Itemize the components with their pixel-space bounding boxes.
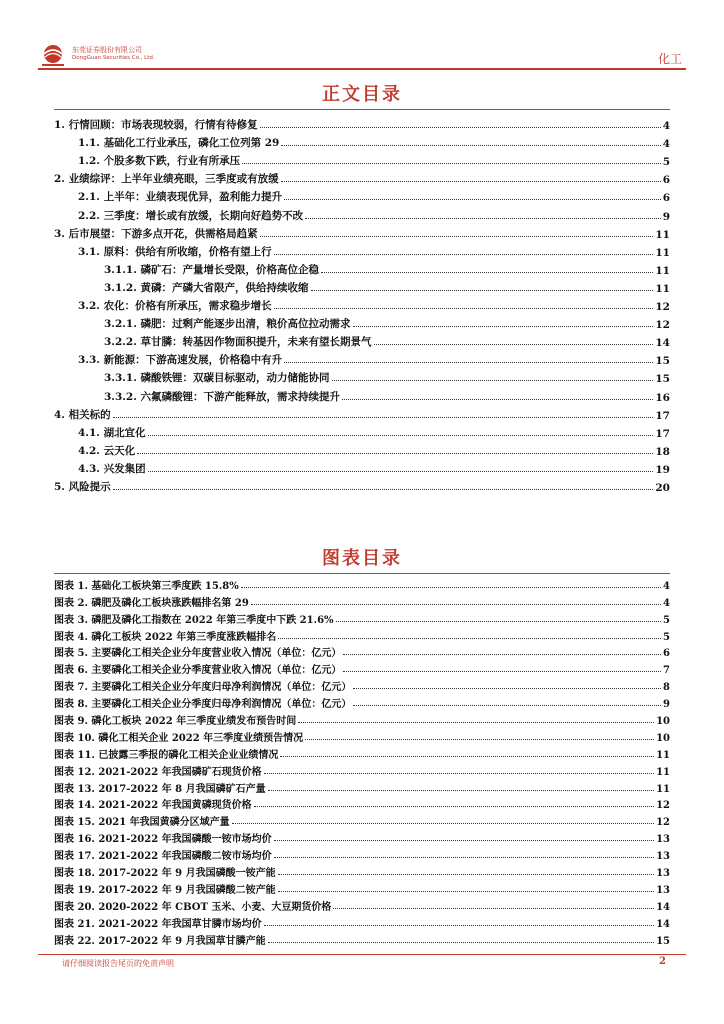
figure-entry-page: 4: [663, 580, 670, 592]
toc-entry-page: 19: [655, 463, 670, 476]
toc-entry-page: 20: [655, 481, 670, 494]
toc-entry-page: 16: [655, 391, 670, 404]
figure-entry-label: 图表 7. 主要磷化工相关企业分年度归母净利润情况（单位：亿元）: [54, 682, 352, 694]
figure-entry-label: 图表 4. 磷化工板块 2022 年第三季度涨跌幅排名: [54, 631, 277, 643]
figure-entry-label: 图表 21. 2021-2022 年我国草甘膦市场均价: [54, 918, 262, 930]
figure-entry-label: 图表 19. 2017-2022 年 9 月我国磷酸二铵产能: [54, 884, 276, 896]
figure-entry[interactable]: [54, 896, 670, 913]
toc-entry-label: 3.3. 新能源：下游高速发展，价格稳中有升: [78, 354, 283, 367]
figure-entry-label: 图表 2. 磷肥及磷化工板块涨跌幅排名第 29: [54, 597, 249, 609]
figure-entry-page: 5: [663, 614, 670, 626]
toc-entry[interactable]: [54, 349, 670, 367]
page-header: [0, 0, 724, 72]
dot-leader: [336, 621, 661, 622]
figure-entry[interactable]: [54, 744, 670, 761]
figure-entry-page: 14: [656, 918, 670, 930]
figure-entry[interactable]: [54, 643, 670, 660]
dot-leader: [113, 489, 654, 490]
figure-entry-page: 13: [656, 884, 670, 896]
toc-entry-page: 14: [655, 337, 670, 350]
toc-entry-label: 2.1. 上半年：业绩表现优异，盈利能力提升: [78, 191, 283, 204]
dot-leader: [311, 290, 654, 291]
figure-entry[interactable]: [54, 879, 670, 896]
dot-leader: [148, 435, 654, 436]
toc-entry-page: 4: [662, 120, 670, 133]
dot-leader: [274, 840, 654, 841]
figure-entry[interactable]: [54, 811, 670, 828]
toc-entry[interactable]: [54, 186, 670, 204]
toc-entry[interactable]: [54, 367, 670, 385]
dot-leader: [305, 739, 654, 740]
figure-entry-page: 11: [656, 766, 670, 778]
dot-leader: [353, 688, 661, 689]
toc-entry[interactable]: [54, 150, 670, 168]
figure-entry[interactable]: [54, 626, 670, 643]
toc-entry-label: 5. 风险提示: [54, 480, 111, 493]
toc-entry-page: 18: [655, 445, 670, 458]
figure-entry-label: 图表 5. 主要磷化工相关企业分年度营业收入情况（单位：亿元）: [54, 648, 342, 660]
figure-entry-label: 图表 9. 磷化工板块 2022 年三季度业绩发布预告时间: [54, 716, 297, 728]
dot-leader: [148, 471, 654, 472]
toc-entry-page: 6: [662, 192, 670, 205]
figure-entry[interactable]: [54, 761, 670, 778]
figure-list: [54, 575, 670, 947]
figure-entry[interactable]: [54, 862, 670, 879]
figure-entry[interactable]: [54, 845, 670, 862]
dot-leader: [298, 722, 654, 723]
industry-label: 化工: [657, 52, 682, 66]
dot-leader: [268, 942, 655, 943]
toc-entry-page: 15: [655, 373, 670, 386]
figure-entry-page: 14: [656, 901, 670, 913]
toc-entry[interactable]: [54, 114, 670, 132]
dot-leader: [260, 127, 661, 128]
toc-entry[interactable]: [54, 259, 670, 277]
figure-entry-page: 15: [656, 935, 670, 947]
toc-entry-page: 17: [655, 427, 670, 440]
toc-entry[interactable]: [54, 331, 670, 349]
dot-leader: [353, 326, 654, 327]
toc-entry[interactable]: [54, 440, 670, 458]
dot-leader: [274, 308, 654, 309]
figure-entry-page: 12: [656, 817, 670, 829]
dot-leader: [281, 145, 660, 146]
header-divider: [38, 68, 686, 70]
toc-entry-label: 4.3. 兴发集团: [78, 462, 146, 475]
dot-leader: [280, 756, 654, 757]
dot-leader: [274, 254, 654, 255]
toc-title: 正文目录: [322, 84, 402, 105]
toc-entry[interactable]: [54, 404, 670, 422]
figure-entry-label: 图表 11. 已披露三季报的磷化工相关企业业绩情况: [54, 749, 279, 761]
figure-entry-page: 10: [656, 716, 670, 728]
figure-entry[interactable]: [54, 930, 670, 947]
toc-entry-label: 3.1.1. 磷矿石：产量增长受限，价格高位企稳: [104, 263, 320, 276]
toc-entry-page: 11: [655, 264, 670, 277]
figure-entry-label: 图表 6. 主要磷化工相关企业分季度营业收入情况（单位：亿元）: [54, 665, 342, 677]
figure-entry-page: 13: [656, 834, 670, 846]
dot-leader: [305, 218, 661, 219]
figure-entry[interactable]: [54, 693, 670, 710]
dot-leader: [241, 587, 661, 588]
toc-entry[interactable]: [54, 277, 670, 295]
figure-entry-label: 图表 1. 基础化工板块第三季度跌 15.8%: [54, 580, 239, 592]
figure-entry-label: 图表 16. 2021-2022 年我国磷酸一铵市场均价: [54, 834, 272, 846]
dot-leader: [284, 199, 661, 200]
toc-entry-label: 3.3.2. 六氟磷酸锂：下游产能释放，需求持续提升: [104, 390, 341, 403]
toc-entry[interactable]: [54, 132, 670, 150]
toc-entry[interactable]: [54, 223, 670, 241]
dot-leader: [342, 399, 653, 400]
dot-leader: [278, 891, 655, 892]
figure-entry-page: 5: [663, 631, 670, 643]
toc-entry-label: 1.1. 基础化工行业承压，磷化工位列第 29: [78, 137, 280, 150]
figure-entry-page: 4: [663, 597, 670, 609]
dot-leader: [278, 874, 655, 875]
figure-entry-page: 13: [656, 851, 670, 863]
figure-entry-label: 图表 12. 2021-2022 年我国磷矿石现货价格: [54, 766, 262, 778]
figure-entry-page: 8: [663, 682, 670, 694]
toc-entry-label: 4. 相关标的: [54, 408, 111, 421]
toc-entry-page: 11: [655, 282, 670, 295]
toc-entry-label: 3.1.2. 黄磷：产磷大省限产，供给持续收缩: [104, 281, 309, 294]
toc-entry[interactable]: [54, 241, 670, 259]
toc-entry-page: 15: [655, 355, 670, 368]
figure-entry[interactable]: [54, 575, 670, 592]
figure-entry[interactable]: [54, 778, 670, 795]
toc-entry-label: 1. 行情回顾：市场表现较弱，行情有待修复: [54, 119, 258, 132]
figure-entry-label: 图表 20. 2020-2022 年 CBOT 玉米、小麦、大豆期货价格: [54, 901, 332, 913]
toc-entry-label: 3. 后市展望：下游多点开花，供需格局趋紧: [54, 227, 258, 240]
toc-entry-page: 11: [655, 246, 670, 259]
figure-entry[interactable]: [54, 659, 670, 676]
toc-entry[interactable]: [54, 313, 670, 331]
dot-leader: [332, 380, 654, 381]
figure-entry-page: 12: [656, 800, 670, 812]
dot-leader: [343, 671, 661, 672]
toc-entry-label: 3.2.2. 草甘膦：转基因作物面积提升，未来有望长期景气: [104, 336, 372, 349]
footer-disclaimer: 请仔细阅读报告尾页的免责声明: [62, 959, 174, 968]
toc-entry-page: 12: [655, 301, 670, 314]
figure-entry[interactable]: [54, 609, 670, 626]
toc-entry-page: 9: [662, 210, 670, 223]
dot-leader: [264, 773, 654, 774]
toc-entry-label: 2. 业绩综评：上半年业绩亮眼，三季度或有放缓: [54, 173, 279, 186]
dot-leader: [242, 163, 661, 164]
page-number: 2: [659, 956, 666, 967]
dot-leader: [321, 272, 653, 273]
figures-title: 图表目录: [322, 548, 402, 569]
figures-title-divider: [54, 573, 670, 574]
table-of-contents: [54, 114, 670, 494]
figure-entry-label: 图表 8. 主要磷化工相关企业分季度归母净利润情况（单位：亿元）: [54, 699, 352, 711]
company-name-cn: 东莞证券股份有限公司: [72, 46, 142, 54]
toc-entry[interactable]: [54, 385, 670, 403]
dot-leader: [264, 925, 654, 926]
dot-leader: [251, 604, 661, 605]
dot-leader: [278, 638, 661, 639]
figure-entry-page: 6: [663, 648, 670, 660]
toc-entry-page: 5: [662, 156, 670, 169]
figure-entry-label: 图表 15. 2021 年我国黄磷分区域产量: [54, 817, 230, 829]
figure-entry[interactable]: [54, 676, 670, 693]
dot-leader: [137, 453, 653, 454]
dongguan-securities-logo-icon: [38, 42, 68, 68]
figure-entry-label: 图表 18. 2017-2022 年 9 月我国磷酸一铵产能: [54, 868, 276, 880]
toc-entry-page: 17: [655, 409, 670, 422]
figure-entry-page: 13: [656, 868, 670, 880]
figure-entry-page: 11: [656, 783, 670, 795]
figure-entry-label: 图表 3. 磷肥及磷化工指数在 2022 年第三季度中下跌 21.6%: [54, 614, 334, 626]
toc-entry-label: 3.2. 农化：价格有所承压，需求稳步增长: [78, 300, 272, 313]
dot-leader: [254, 806, 654, 807]
toc-entry[interactable]: [54, 168, 670, 186]
figure-entry-label: 图表 13. 2017-2022 年 8 月我国磷矿石产量: [54, 783, 266, 795]
dot-leader: [113, 417, 654, 418]
dot-leader: [374, 344, 654, 345]
toc-entry-page: 12: [655, 319, 670, 332]
dot-leader: [284, 362, 653, 363]
figure-entry[interactable]: [54, 710, 670, 727]
toc-entry-label: 4.1. 湖北宜化: [78, 426, 146, 439]
figure-entry-page: 10: [656, 732, 670, 744]
figure-entry-page: 7: [663, 665, 670, 677]
figure-entry-page: 9: [663, 699, 670, 711]
toc-title-divider: [54, 109, 670, 110]
figure-entry-label: 图表 22. 2017-2022 年 9 月我国草甘膦产能: [54, 935, 266, 947]
toc-entry[interactable]: [54, 458, 670, 476]
figure-entry-page: 11: [656, 749, 670, 761]
toc-entry-label: 3.2.1. 磷肥：过剩产能逐步出清，粮价高位拉动需求: [104, 318, 351, 331]
figure-entry[interactable]: [54, 913, 670, 930]
toc-entry-page: 11: [655, 228, 670, 241]
dot-leader: [343, 654, 661, 655]
toc-entry-label: 4.2. 云天化: [78, 444, 136, 457]
dot-leader: [274, 857, 654, 858]
company-name-en: DongGuan Securities Co., Ltd.: [72, 55, 155, 61]
toc-entry-label: 3.1. 原料：供给有所收缩，价格有望上行: [78, 245, 272, 258]
dot-leader: [232, 823, 654, 824]
dot-leader: [268, 790, 655, 791]
figure-entry[interactable]: [54, 828, 670, 845]
toc-entry-label: 3.3.1. 磷酸铁锂：双碳目标驱动，动力储能协同: [104, 372, 330, 385]
toc-entry[interactable]: [54, 295, 670, 313]
toc-entry[interactable]: [54, 422, 670, 440]
toc-entry[interactable]: [54, 476, 670, 494]
figure-entry-label: 图表 14. 2021-2022 年我国黄磷现货价格: [54, 800, 252, 812]
toc-entry-label: 1.2. 个股多数下跌，行业有所承压: [78, 155, 241, 168]
footer-divider: [38, 954, 686, 955]
figure-entry[interactable]: [54, 795, 670, 812]
figure-entry-label: 图表 17. 2021-2022 年我国磷酸二铵市场均价: [54, 851, 272, 863]
toc-entry-label: 2.2. 三季度：增长或有放缓，长期向好趋势不改: [78, 209, 304, 222]
toc-entry[interactable]: [54, 204, 670, 222]
toc-entry-page: 6: [662, 174, 670, 187]
dot-leader: [353, 705, 661, 706]
dot-leader: [281, 181, 661, 182]
toc-entry-page: 4: [662, 138, 670, 151]
figure-entry-label: 图表 10. 磷化工相关企业 2022 年三季度业绩预告情况: [54, 732, 304, 744]
figure-entry[interactable]: [54, 727, 670, 744]
dot-leader: [260, 236, 654, 237]
dot-leader: [333, 908, 654, 909]
figure-entry[interactable]: [54, 592, 670, 609]
